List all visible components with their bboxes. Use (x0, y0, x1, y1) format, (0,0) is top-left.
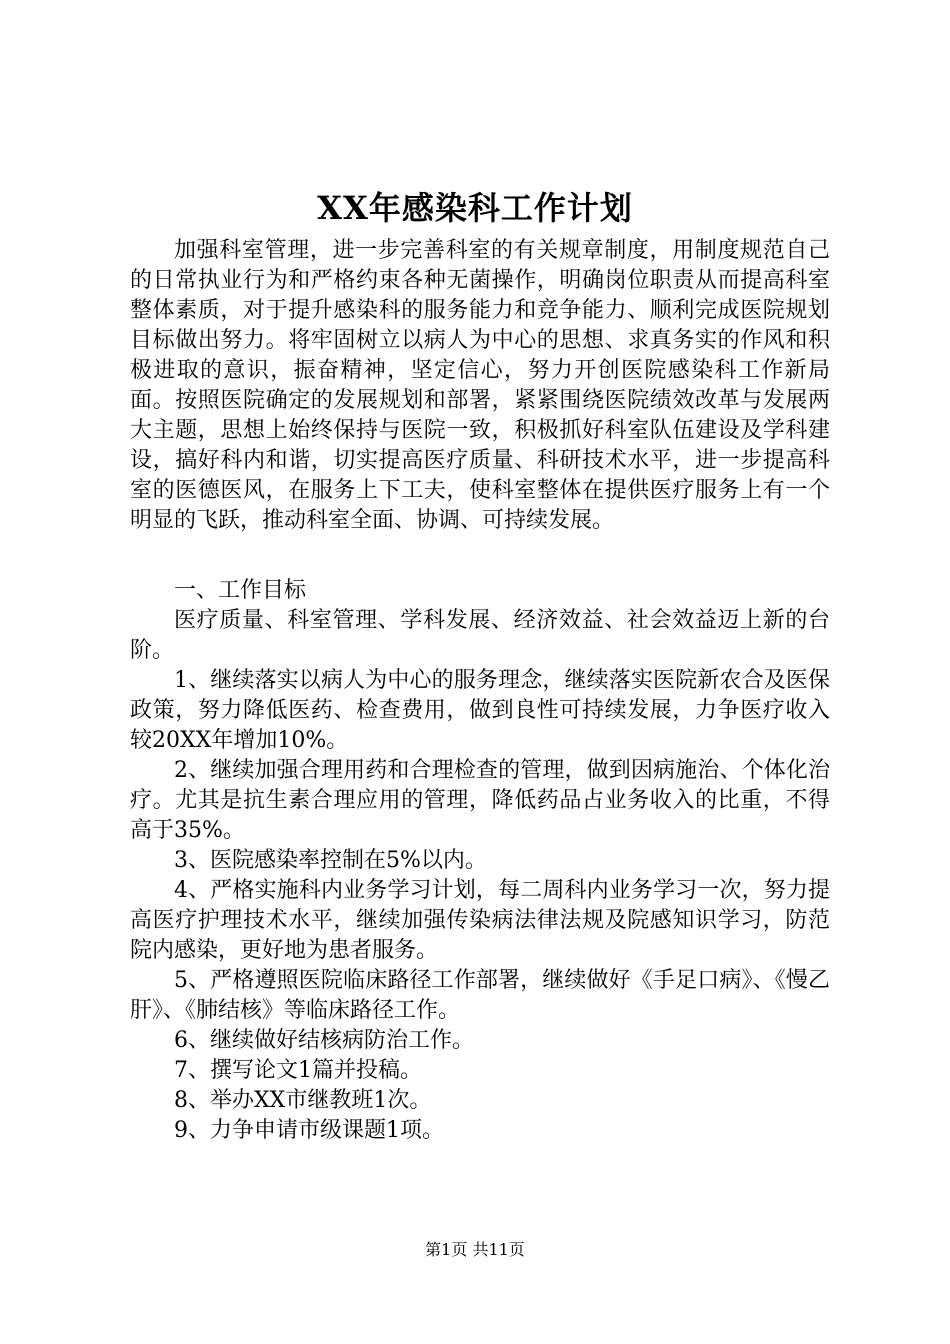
intro-paragraph: 加强科室管理，进一步完善科室的有关规章制度，用制度规范自己的日常执业行为和严格约束各种无菌操作，明确岗位职责从而提高科室整体素质，对于提升感染科的服务能力和竞争能力、顺利完成医院规划目标做出努力。将牢固树立以病人为中心的思想、求真务实的作风和积极进取的意识，振奋精神，坚定信心，努力开创医院感染科工作新局面。按照医院确定的发展规划和部署，紧紧围绕医院绩效改革与发展两大主题，思想上始终保持与医院一致，积极抓好科室队伍建设及学科建设，搞好科内和谐，切实提高医疗质量、科研技术水平，进一步提高科室的医德医风，在服务上下工夫，使科室整体在提供医疗服务上有一个明显的飞跃，推动科室全面、协调、可持续发展。 (130, 238, 830, 533)
list-item: 7、撰写论文1篇并投稿。 (174, 1058, 422, 1083)
list-item: 3、医院感染率控制在5%以内。 (174, 848, 487, 873)
document-body (130, 236, 830, 1146)
list-item: 5、严格遵照医院临床路径工作部署，继续做好《手足口病》、《慢乙肝》、《肺结核》等临床路径工作。 (130, 968, 830, 1023)
section-heading: 一、工作目标 (174, 578, 307, 603)
list-item: 6、继续做好结核病防治工作。 (174, 1028, 474, 1053)
list-item: 4、严格实施科内业务学习计划，每二周科内业务学习一次，努力提高医疗护理技术水平，继续加强传染病法律法规及院感知识学习，防范院内感染，更好地为患者服务。 (130, 878, 830, 963)
list-item: 2、继续加强合理用药和合理检查的管理，做到因病施治、个体化治疗。尤其是抗生素合理应用的管理，降低药品占业务收入的比重，不得高于35%。 (130, 758, 830, 843)
page-footer: 第1页 共11页 (425, 1240, 525, 1259)
list-item: 9、力争申请市级课题1项。 (174, 1118, 444, 1143)
document-title: XX年感染科工作计划 (317, 189, 633, 227)
section-intro: 医疗质量、科室管理、学科发展、经济效益、社会效益迈上新的台阶。 (130, 608, 830, 663)
list-item: 8、举办XX市继教班1次。 (174, 1088, 432, 1113)
list-item: 1、继续落实以病人为中心的服务理念，继续落实医院新农合及医保政策，努力降低医药、检查费用，做到良性可持续发展，力争医疗收入较20XX年增加10%。 (130, 668, 830, 753)
paragraph-spacer (130, 536, 830, 576)
